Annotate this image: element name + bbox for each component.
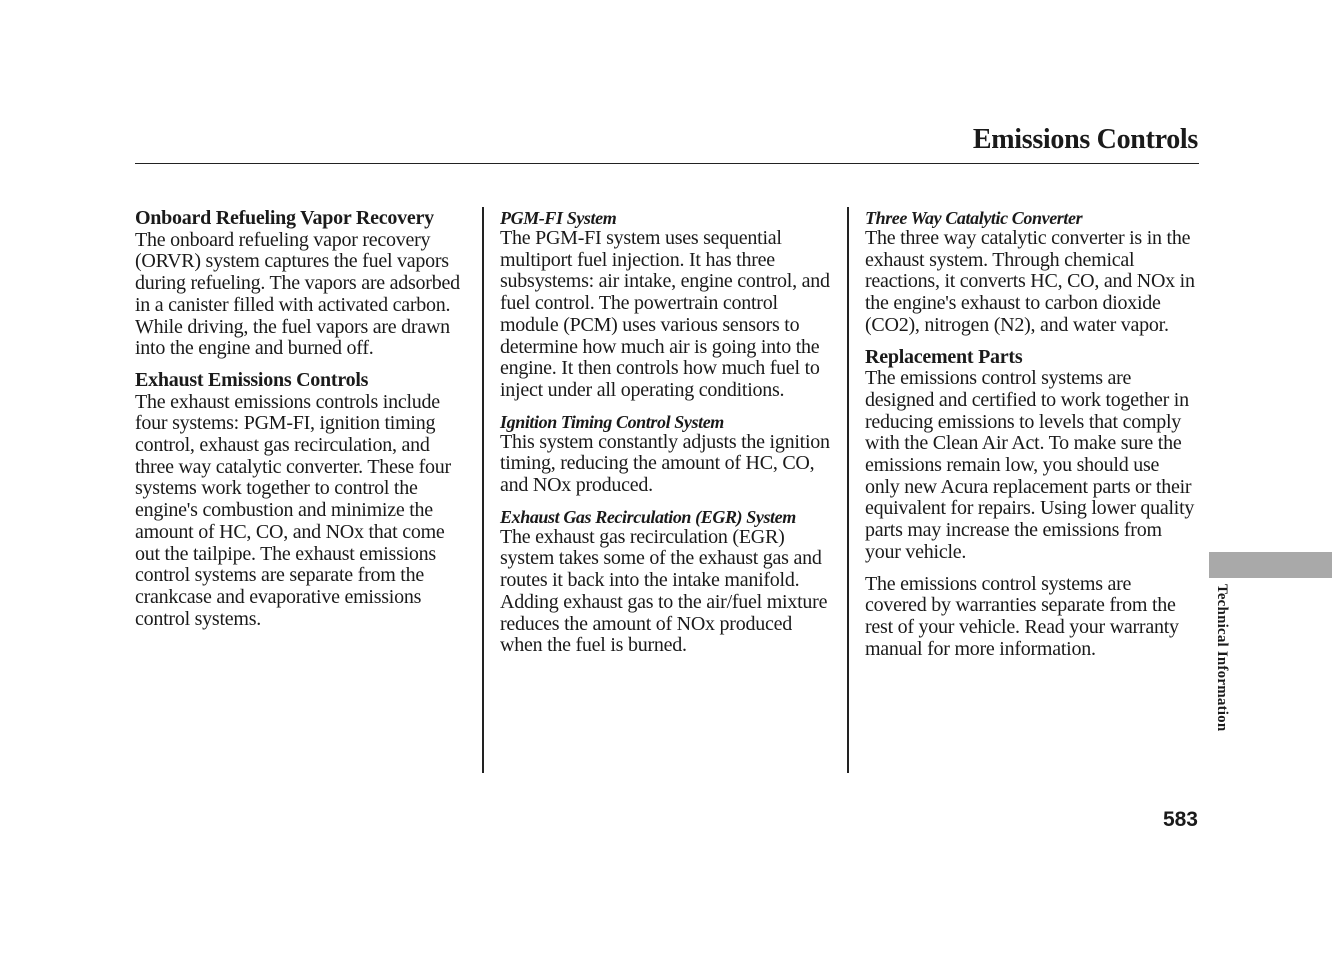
column-2 [500, 208, 832, 667]
side-section-label: Technical Information [1214, 584, 1230, 732]
page-title: Emissions Controls [972, 124, 1198, 155]
section-heading: Exhaust Emissions Controls [135, 368, 369, 391]
title-divider [135, 163, 1199, 164]
section-pgm-fi [500, 208, 832, 402]
section-replacement-parts [865, 347, 1197, 661]
section-paragraph: The exhaust emissions controls include four systems: PGM-FI, ignition timing control, exhaust gas recirculation, and three way catalytic converter. These four systems work together to control the engine's combustion and minimize the amount of HC, CO, and NOx that come out the tailpipe. The exhaust emissions control systems are separate from the crankcase and evaporative emissions control systems. [135, 390, 451, 630]
page-number: 583 [1162, 808, 1198, 831]
section-paragraph: This system constantly adjusts the ignition timing, reducing the amount of HC, CO, and NOx produced. [500, 430, 830, 497]
column-1 [135, 208, 467, 640]
section-paragraph: The PGM-FI system uses sequential multiport fuel injection. It has three subsystems: air intake, engine control, and fuel control. The powertrain control module (PCM) uses various sensors to determine how much air is going into the engine. It then controls how much fuel to inject under all operating conditions. [500, 227, 830, 401]
section-heading: Onboard Refueling Vapor Recovery [135, 207, 434, 229]
section-heading: Ignition Timing Control System [500, 411, 724, 432]
section-paragraph: The onboard refueling vapor recovery (ORVR) system captures the fuel vapors during refueling. The vapors are adsorbed in a canister filled with activated carbon. While driving, the fuel vapors are drawn into the engine and burned off. [135, 228, 460, 360]
section-paragraph: The emissions control systems are covered by warranties separate from the rest of your vehicle. Read your warranty manual for more information. [865, 572, 1179, 660]
section-onboard-refueling [135, 208, 467, 360]
section-exhaust-emissions [135, 370, 467, 630]
section-paragraph: The emissions control systems are designed and certified to work together in reducing emissions to levels that comply with the Clean Air Act. To make sure the emissions remain low, you should use only new Acura replacement parts or their equivalent for repairs. Using lower quality parts may increase the emissions from your vehicle. [865, 367, 1195, 563]
section-paragraph: The exhaust gas recirculation (EGR) system takes some of the exhaust gas and routes it back into the intake manifold. Adding exhaust gas to the air/fuel mixture reduces the amount of NOx produced when the fuel is burned. [500, 525, 828, 657]
column-divider [847, 207, 849, 773]
section-heading: Replacement Parts [865, 345, 1023, 368]
section-catalytic-converter [865, 208, 1197, 337]
section-heading: Exhaust Gas Recirculation (EGR) System [500, 506, 796, 527]
column-divider [482, 207, 484, 773]
section-heading: PGM-FI System [500, 208, 617, 228]
section-paragraph: The three way catalytic converter is in the exhaust system. Through chemical reactions, it converts HC, CO, and NOx in the engine's exhaust to carbon dioxide (CO2), nitrogen (N2), and water vapor. [865, 227, 1195, 336]
section-ignition-timing [500, 412, 832, 497]
column-3 [865, 208, 1197, 670]
section-tab-marker [1209, 552, 1332, 578]
section-egr [500, 507, 832, 657]
section-heading: Three Way Catalytic Converter [865, 208, 1083, 228]
